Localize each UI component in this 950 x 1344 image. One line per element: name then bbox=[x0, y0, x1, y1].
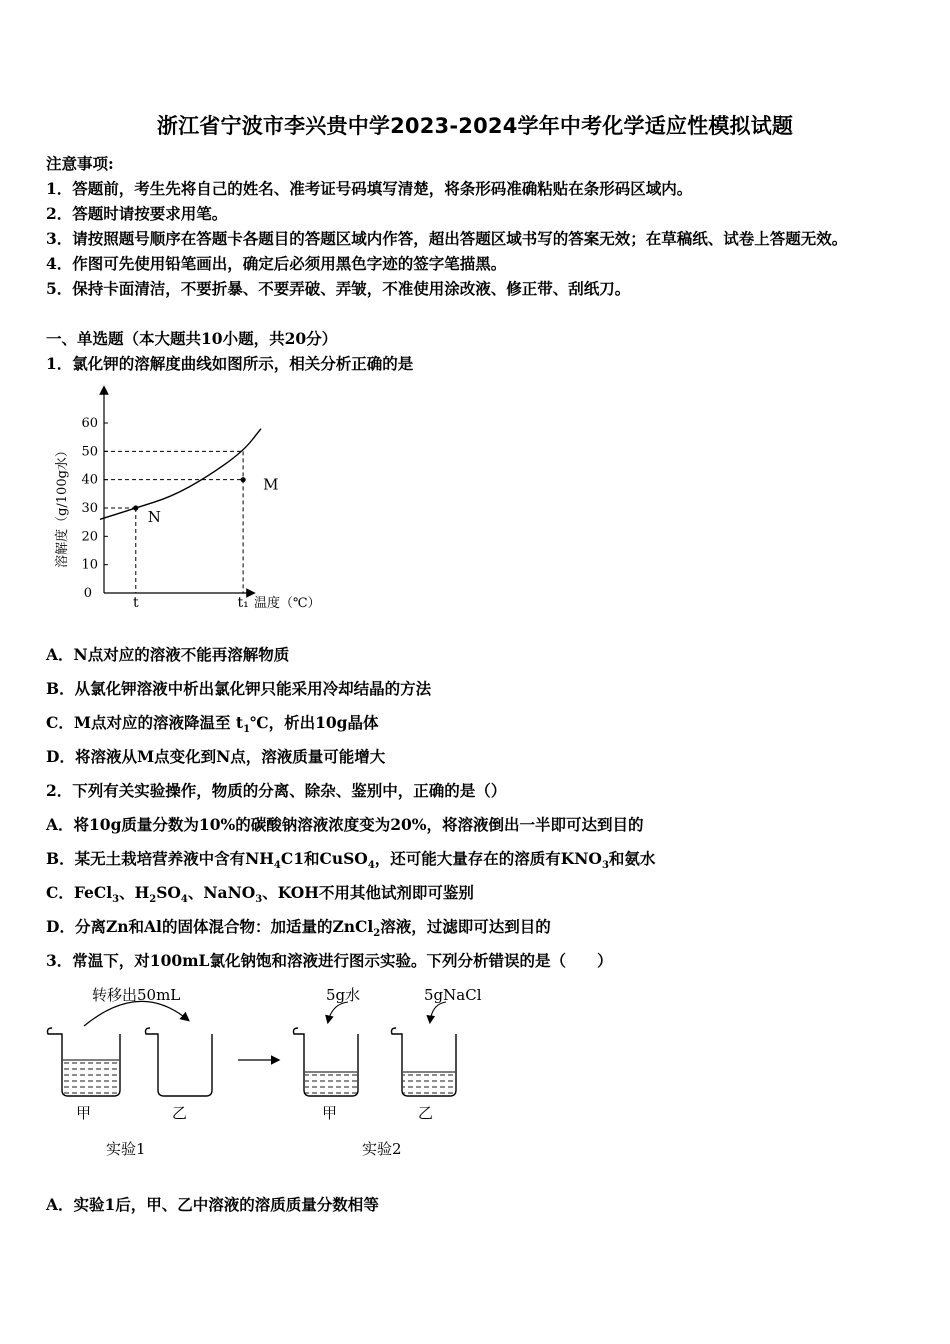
label-jia-exp2: 甲 bbox=[322, 1104, 338, 1122]
notice-heading: 注意事项: bbox=[46, 154, 114, 173]
question-2-option-b: B．某无土栽培营养液中含有$NH_4C1$和CuSO$_4$，还可能大量存在的溶质有$KNO_3$和氨水 bbox=[46, 849, 656, 872]
y-tick-label: 10 bbox=[81, 557, 98, 573]
y-tick-label: 0 bbox=[83, 586, 92, 601]
beaker-experiment-diagram bbox=[40, 982, 520, 1167]
notice-item: 4．作图可先使用铅笔画出，确定后必须用黑色字迹的签字笔描黑。 bbox=[46, 254, 507, 273]
label-yi-exp1: 乙 bbox=[172, 1104, 188, 1122]
question-1-option-a: A．N点对应的溶液不能再溶解物质 bbox=[46, 645, 290, 664]
notice-item: 2．答题时请按要求用笔。 bbox=[46, 204, 228, 223]
nacl-add-arrow bbox=[430, 1002, 446, 1022]
question-1-option-d: D．将溶液从M点变化到N点，溶液质量可能增大 bbox=[46, 747, 386, 766]
page-title: 浙江省宁波市李兴贵中学2023-2024学年中考化学适应性模拟试题 bbox=[156, 114, 794, 138]
question-1-option-c: C．M点对应的溶液降温至 $t_1℃$，析出10g晶体 bbox=[46, 713, 379, 736]
point-label-N: N bbox=[147, 508, 161, 526]
label-yi-exp2: 乙 bbox=[418, 1104, 434, 1122]
beaker-jia-exp2 bbox=[294, 1028, 359, 1096]
solubility-chart bbox=[46, 378, 346, 618]
x-tick-label: t bbox=[132, 595, 139, 611]
question-2-option-d: D．分离Zn和Al的固体混合物：加适量的ZnCl$_2$溶液，过滤即可达到目的 bbox=[46, 917, 551, 940]
y-axis-label: 溶解度（g/100g水） bbox=[55, 444, 70, 568]
beaker-jia-exp1 bbox=[48, 1028, 121, 1096]
point-label-M: M bbox=[263, 475, 279, 494]
transfer-arrow bbox=[84, 1001, 188, 1026]
y-tick-label: 40 bbox=[81, 472, 98, 488]
beaker-yi-exp2 bbox=[392, 1028, 457, 1096]
question-1-option-b: B．从氯化钾溶液中析出氯化钾只能采用冷却结晶的方法 bbox=[46, 679, 432, 698]
question-1-stem: 1．氯化钾的溶解度曲线如图所示，相关分析正确的是 bbox=[46, 354, 414, 373]
y-tick-label: 60 bbox=[81, 416, 98, 431]
solubility-curve bbox=[100, 429, 261, 520]
transfer-label: 转移出50mL bbox=[92, 986, 181, 1004]
question-2-option-a: A．将10g质量分数为10%的碳酸钠溶液浓度变为20%，将溶液倒出一半即可达到目的 bbox=[46, 815, 644, 834]
beaker-yi-exp1 bbox=[146, 1028, 213, 1096]
section-heading: 一、单选题（本大题共10小题，共20分） bbox=[46, 329, 338, 348]
label-jia-exp1: 甲 bbox=[76, 1104, 92, 1122]
water-add-arrow bbox=[328, 1002, 348, 1022]
notice-item: 3．请按照题号顺序在答题卡各题目的答题区域内作答，超出答题区域书写的答案无效；在草稿纸、试卷上答题无效。 bbox=[46, 229, 848, 248]
question-2-option-c: C．FeCl$_3$、$H_2SO_4$、NaNO$_3$、KOH不用其他试剂即可鉴别 bbox=[46, 883, 474, 906]
y-tick-label: 30 bbox=[81, 501, 98, 516]
label-exp1: 实验1 bbox=[106, 1140, 146, 1158]
question-3-stem: 3．常温下，对100mL氯化钠饱和溶液进行图示实验。下列分析错误的是（ ） bbox=[46, 951, 613, 970]
notice-item: 5．保持卡面清洁，不要折暴、不要弄破、弄皱，不准使用涂改液、修正带、刮纸刀。 bbox=[46, 279, 631, 298]
question-2-stem: 2．下列有关实验操作，物质的分离、除杂、鉴别中，正确的是（） bbox=[46, 781, 507, 800]
nacl-label: 5gNaCl bbox=[424, 986, 482, 1004]
point-M bbox=[241, 477, 246, 482]
x-axis-label: 温度（℃） bbox=[254, 596, 321, 611]
y-tick-label: 50 bbox=[81, 444, 98, 460]
point-N bbox=[133, 505, 138, 510]
notice-item: 1．答题前，考生先将自己的姓名、准考证号码填写清楚，将条形码准确粘贴在条形码区域内。 bbox=[46, 179, 693, 198]
label-exp2: 实验2 bbox=[362, 1140, 402, 1158]
question-3-option-a: A．实验1后，甲、乙中溶液的溶质质量分数相等 bbox=[46, 1195, 379, 1214]
water-label: 5g水 bbox=[326, 986, 361, 1004]
y-tick-label: 20 bbox=[81, 529, 98, 545]
x-tick-label: t₁ bbox=[237, 595, 249, 611]
